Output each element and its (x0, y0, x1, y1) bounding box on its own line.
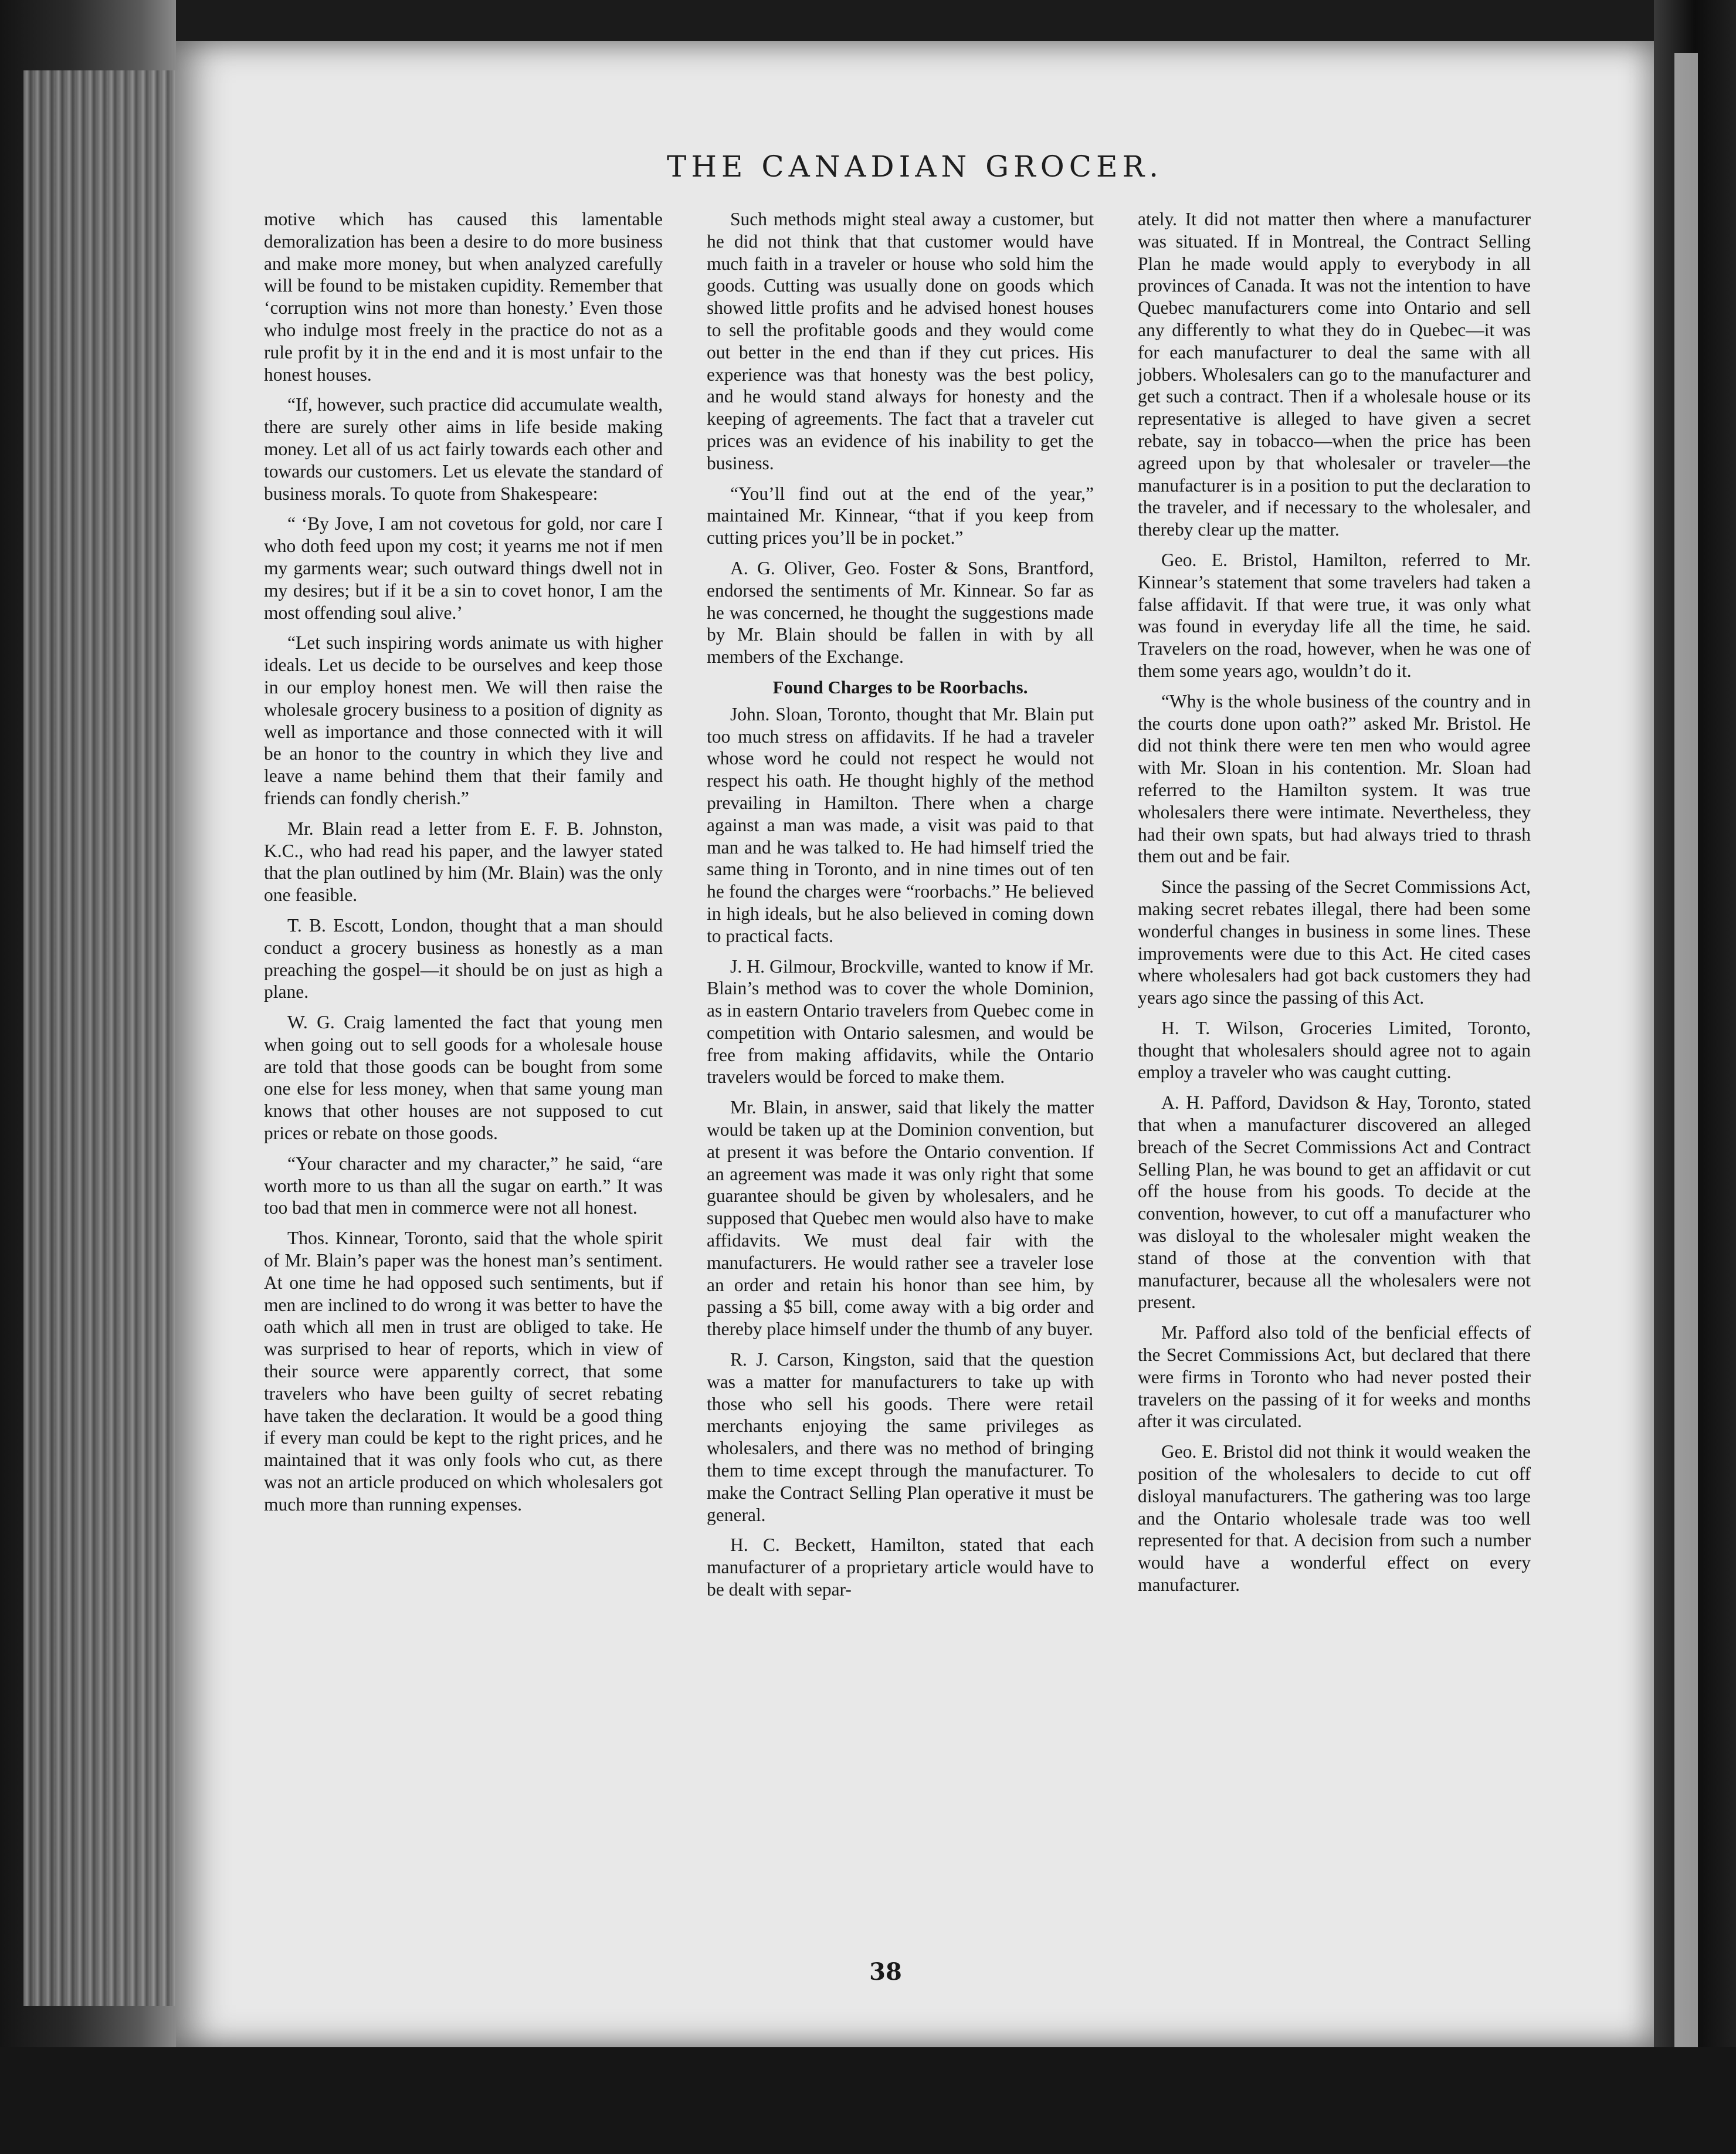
paragraph: W. G. Craig lamented the fact that young men when going out to sell goods for a wholesale house are told that those goods can be bought from some one else for less money, when that same young man knows that other houses are not supposed to cut prices or rebate on those goods. (264, 1012, 663, 1144)
text-column-1 (264, 208, 663, 1524)
paragraph: “You’ll find out at the end of the year,” maintained Mr. Kinnear, “that if you keep from cutting prices you’ll be in pocket.” (707, 483, 1094, 548)
page-header-title: THE CANADIAN GROCER. (666, 150, 1164, 184)
book-page-edges (23, 70, 176, 2006)
paragraph: Mr. Pafford also told of the benficial effects of the Secret Commissions Act, but declared that there were firms in Toronto who had never posted their travelers on the passing of it for weeks and months after it was circulated. (1138, 1322, 1531, 1432)
paragraph: “If, however, such practice did accumulate wealth, there are surely other aims in life beside making money. Let all of us act fairly towards each other and towards our customers. Let us elevate the standard of business morals. To quote from Shakespeare: (264, 394, 663, 504)
paragraph: ately. It did not matter then where a manufacturer was situated. If in Montreal, the Contract Selling Plan he made would apply to everybody in all provinces of Canada. It was not the intention to have Quebec manufacturers come into Ontario and sell any differently to what they do in Quebec—it was for each manufacturer to deal the same with all jobbers. Wholesalers can go to the manufacturer and get such a contract. Then if a wholesale house or its representative is alleged to have given a secret rebate, say in tobacco—when the price has been agreed upon by that wholesaler or traveler—the manufacturer is in a position to put the declaration to the traveler, and if necessary to the wholesaler, and thereby clear up the matter. (1138, 209, 1531, 540)
paragraph: Geo. E. Bristol, Hamilton, referred to Mr. Kinnear’s statement that some travelers had taken a false affidavit. If that were true, it was only what was found in everyday life all the time, he said. Travelers on the road, however, when he was one of them some years ago, wouldn’t do it. (1138, 549, 1531, 681)
text-column-3 (1138, 208, 1531, 1604)
paragraph: H. C. Beckett, Hamilton, stated that each manufacturer of a proprietary article would have to be dealt with separ- (707, 1535, 1094, 1600)
paragraph: A. H. Pafford, Davidson & Hay, Toronto, stated that when a manufacturer discovered an alleged breach of the Secret Commissions Act and Contract Selling Plan, he was bound to get an affidavit or cut off the house from his goods. To decide at the convention, however, to cut off a manufacturer who was disloyal to the wholesaler might weaken the stand of those at the convention with that manufacturer, because all the wholesalers were not present. (1138, 1092, 1531, 1313)
paragraph: H. T. Wilson, Groceries Limited, Toronto, thought that wholesalers should agree not to again employ a traveler who was caught cutting. (1138, 1017, 1531, 1083)
text-column-2 (707, 208, 1094, 1609)
paragraph: A. G. Oliver, Geo. Foster & Sons, Brantford, endorsed the sentiments of Mr. Kinnear. So far as he was concerned, he thought the suggestions made by Mr. Blain should be fallen in with by all members of the Exchange. (707, 557, 1094, 668)
paragraph: Mr. Blain, in answer, said that likely the matter would be taken up at the Dominion convention, but at present it was before the Ontario convention. If an agreement was made it was only right that some guarantee should be given by wholesalers, and he supposed that Quebec men would also have to make affidavits. We must deal fair with the manufacturers. He would rather see a traveler lose an order and retain his honor than see him, by passing a $5 bill, come away with a big order and thereby place himself under the thumb of any buyer. (707, 1097, 1094, 1340)
paragraph: “ ‘By Jove, I am not covetous for gold, nor care I who doth feed upon my cost; it yearns me not if men my garments wear; such outward things dwell not in my desires; but if it be a sin to covet honor, I am the most offending soul alive.’ (264, 513, 663, 623)
paragraph: “Your character and my character,” he said, “are worth more to us than all the sugar on earth.” It was too bad that men in commerce were not all honest. (264, 1153, 663, 1218)
paragraph: T. B. Escott, London, thought that a man should conduct a grocery business as honestly as a man preaching the gospel—it should be on just as high a plane. (264, 915, 663, 1003)
paragraph: R. J. Carson, Kingston, said that the question was a matter for manufacturers to take up with those who sell his goods. There were retail merchants enjoying the same privileges as wholesalers, and there was no method of bringing them to time except through the manufacturer. To make the Contract Selling Plan operative it must be general. (707, 1349, 1094, 1525)
section-heading: Found Charges to be Roorbachs. (772, 676, 1028, 697)
paragraph: motive which has caused this lamentable demoralization has been a desire to do more business and make more money, but when analyzed carefully will be found to be mistaken cupidity. Remember that ‘corruption wins not more than honesty.’ Even those who indulge most freely in the practice do not as a rule profit by it in the end and it is most unfair to the honest houses. (264, 209, 663, 385)
paragraph: J. H. Gilmour, Brockville, wanted to know if Mr. Blain’s method was to cover the whole Dominion, as in eastern Ontario travelers from Quebec come in competition with Ontario salesmen, and would be free from making affidavits, while the Ontario travelers would be forced to make them. (707, 956, 1094, 1088)
paragraph: Geo. E. Bristol did not think it would weaken the position of the wholesalers to decide to cut off disloyal manufacturers. The gathering was too large and the Ontario wholesale trade was too well represented for that. A decision from such a number would have a wonderful effect on every manufacturer. (1138, 1441, 1531, 1596)
paragraph: Mr. Blain read a letter from E. F. B. Johnston, K.C., who had read his paper, and the lawyer stated that the plan outlined by him (Mr. Blain) was the only one feasible. (264, 818, 663, 906)
paragraph: Thos. Kinnear, Toronto, said that the whole spirit of Mr. Blain’s paper was the honest man’s sentiment. At one time he had opposed such sentiments, but if men are inclined to do wrong it was better to have the oath which all men in trust are obliged to take. He was surprised to hear of reports, which in view of their source were apparently correct, that some travelers who have been guilty of secret rebating have taken the declaration. It would be a good thing if every man could be kept to the right prices, and he maintained that it was only fools who cut, as there was not an article produced on which wholesalers got much more than running expenses. (264, 1228, 663, 1515)
paragraph: John. Sloan, Toronto, thought that Mr. Blain put too much stress on affidavits. If he had a traveler whose word he could not respect he would not respect his oath. He thought highly of the method prevailing in Hamilton. There when a charge against a man was made, a visit was paid to that man and he was talked to. He had himself tried the same thing in Toronto, and in nine times out of ten he found the charges were “roorbachs.” He believed in high ideals, but he also believed in coming down to practical facts. (707, 703, 1094, 946)
paragraph: Such methods might steal away a customer, but he did not think that that customer would have much faith in a traveler or house who sold him the goods. Cutting was usually done on goods which showed little profits and he advised honest houses to sell the profitable goods and they would come out better in the end than if they cut prices. His experience was that honesty was the best policy, and he would stand always for honesty and the keeping of agreements. The fact that a traveler cut prices was an evidence of his inability to get the business. (707, 209, 1094, 473)
paragraph: “Why is the whole business of the country and in the courts done upon oath?” asked Mr. Bristol. He did not think there were ten men who would agree with Mr. Sloan in his contention. Mr. Sloan had referred to the Hamilton system. It was true wholesalers there were intimate. Nevertheless, they had their own spats, but had always tried to thrash them out and be fair. (1138, 690, 1531, 867)
next-page-sliver (1674, 53, 1698, 2047)
page-number: 38 (869, 1958, 902, 1986)
paragraph: “Let such inspiring words animate us with higher ideals. Let us decide to be ourselves and keep those in our employ honest men. We will then raise the wholesale grocery business to a position of dignity as well as importance and those connected with it will be an honor to the country in which they live and leave a name behind them that their family and friends can fondly cherish.” (264, 632, 663, 808)
scan-bottom-border (0, 2047, 1736, 2154)
paragraph: Since the passing of the Secret Commissions Act, making secret rebates illegal, there had been some wonderful changes in business in some lines. These improvements were due to this Act. He cited cases where wholesalers had got back customers they had years ago since the passing of this Act. (1138, 876, 1531, 1008)
